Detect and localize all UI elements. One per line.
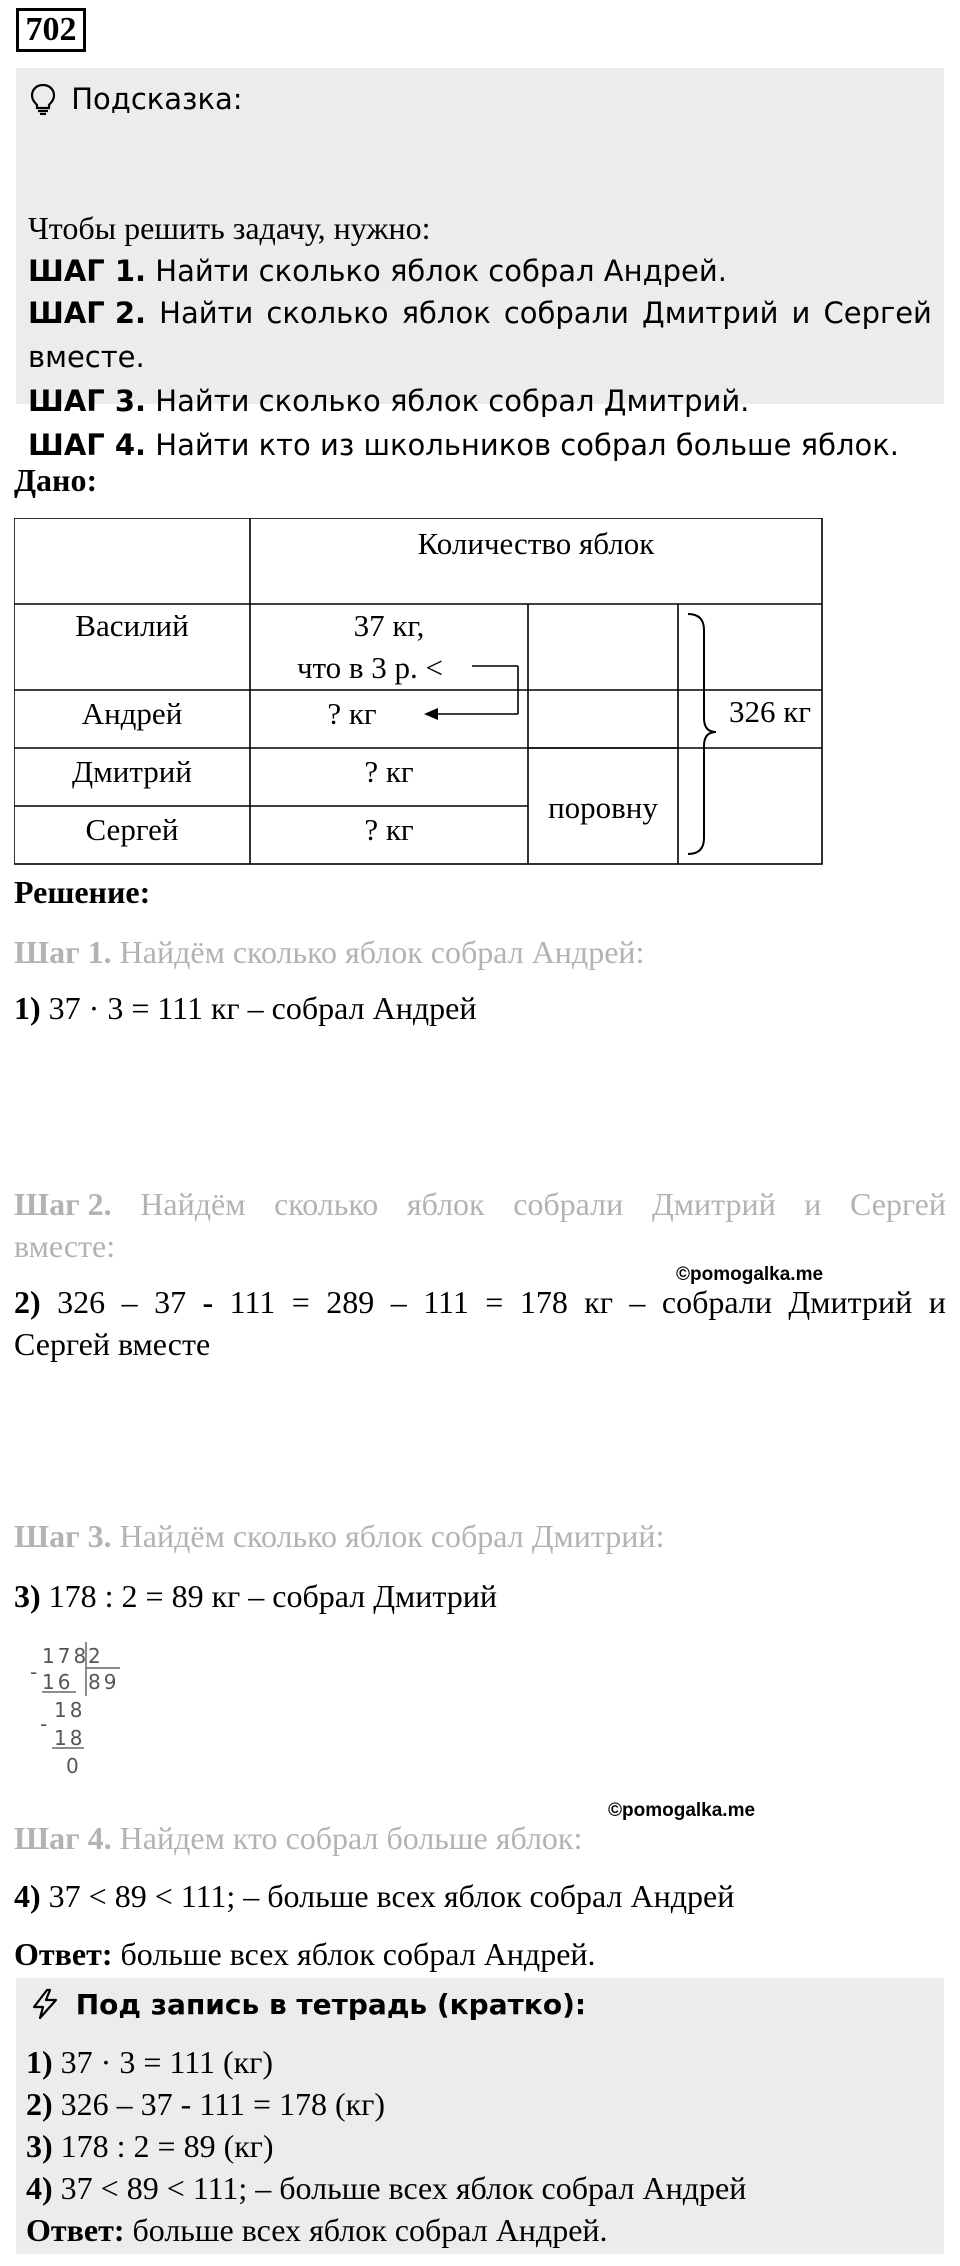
- division-minus-1: -: [30, 1660, 41, 1684]
- row-name-vasily: Василий: [75, 608, 189, 643]
- lightning-icon: [30, 1988, 76, 2021]
- row-value-andrey: ? кг: [327, 696, 377, 731]
- short-answer: Ответ: больше всех яблок собрал Андрей.: [26, 2212, 608, 2248]
- equal-note: поровну: [548, 790, 658, 825]
- lightbulb-icon: [30, 82, 71, 116]
- answer: Ответ: больше всех яблок собрал Андрей.: [14, 1936, 596, 1972]
- division-divisor: 2: [88, 1644, 104, 1668]
- short-record-panel: [16, 1978, 944, 2254]
- step3-title: Шаг 3. Найдём сколько яблок собрал Дмитрий:: [14, 1518, 665, 1554]
- total-brace: [688, 614, 716, 854]
- row-name-sergey: Сергей: [85, 812, 179, 847]
- hint-panel: [16, 68, 944, 462]
- division-sub-2: 18: [54, 1726, 86, 1750]
- given-table: [14, 518, 944, 868]
- step1-title: Шаг 1. Найдём сколько яблок собрал Андрей:: [14, 934, 645, 970]
- step1-expr: 1) 37 · 3 = 111 кг – собрал Андрей: [14, 990, 477, 1026]
- problem-number: 702: [16, 8, 86, 52]
- row-name-dmitry: Дмитрий: [72, 754, 192, 789]
- step4-expr: 4) 37 < 89 < 111; – больше всех яблок собрал Андрей: [14, 1878, 735, 1914]
- step2-expr-cont: Сергей вместе: [14, 1326, 211, 1362]
- watermark-1: ©pomogalka.me: [676, 1264, 824, 1285]
- hint-title: Подсказка:: [71, 82, 243, 116]
- watermark-2: ©pomogalka.me: [608, 1800, 756, 1821]
- subtraction-calc-2: [190, 1392, 318, 1492]
- row-value-vasily: 37 кг,: [353, 608, 425, 643]
- short-line-2: 2) 326 – 37 - 111 = 178 (кг): [26, 2086, 385, 2122]
- short-line-1: 1) 37 · 3 = 111 (кг): [26, 2044, 273, 2080]
- short-line-3: 3) 178 : 2 = 89 (кг): [26, 2128, 274, 2164]
- hint-intro: Чтобы решить задачу, нужно:: [28, 210, 431, 246]
- row-value-sergey: ? кг: [364, 812, 414, 847]
- step3-expr: 3) 178 : 2 = 89 кг – собрал Дмитрий: [14, 1578, 498, 1614]
- table-header: Количество яблок: [417, 526, 655, 561]
- step4-title: Шаг 4. Найдем кто собрал больше яблок:: [14, 1820, 583, 1856]
- given-label: Дано:: [14, 462, 98, 498]
- multiplication-calc: [28, 1058, 126, 1158]
- hint-step-2-cont: вместе.: [28, 340, 145, 374]
- division-calc: [30, 1640, 140, 1790]
- total-value: 326 кг: [728, 694, 812, 729]
- row-value-dmitry: ? кг: [364, 754, 414, 789]
- step2-expr: 2) 326 – 37 - 111 = 289 – 111 = 178 кг – собрали Дмитрий и: [14, 1284, 946, 1320]
- division-remainder: 0: [66, 1754, 82, 1778]
- hint-header: [30, 82, 243, 116]
- hint-step-2: ШАГ 2. Найти сколько яблок собрали Дмитрий и Сергей: [28, 296, 932, 330]
- subtraction-calc-1: [28, 1392, 156, 1492]
- division-quotient: 89: [88, 1670, 120, 1694]
- division-dividend: 178: [42, 1644, 90, 1668]
- row-value-vasily-2: что в 3 р. <: [296, 650, 444, 685]
- division-sub-1: 16: [42, 1670, 74, 1694]
- short-line-4: 4) 37 < 89 < 111; – больше всех яблок собрал Андрей: [26, 2170, 747, 2206]
- hint-step-1: ШАГ 1. Найти сколько яблок собрал Андрей.: [28, 254, 727, 288]
- step2-title: Шаг 2. Найдём сколько яблок собрали Дмитрий и Сергей: [14, 1186, 946, 1222]
- division-remainder-1: 18: [54, 1698, 86, 1722]
- solution-label: Решение:: [14, 874, 151, 910]
- short-header: [30, 1988, 586, 2021]
- row-name-andrey: Андрей: [81, 696, 183, 731]
- hint-step-4: ШАГ 4. Найти кто из школьников собрал больше яблок.: [28, 428, 899, 462]
- hint-step-3: ШАГ 3. Найти сколько яблок собрал Дмитрий.: [28, 384, 750, 418]
- step2-title-cont: вместе:: [14, 1228, 116, 1264]
- short-title: Под запись в тетрадь (кратко):: [75, 1988, 587, 2021]
- division-minus-2: -: [40, 1712, 51, 1736]
